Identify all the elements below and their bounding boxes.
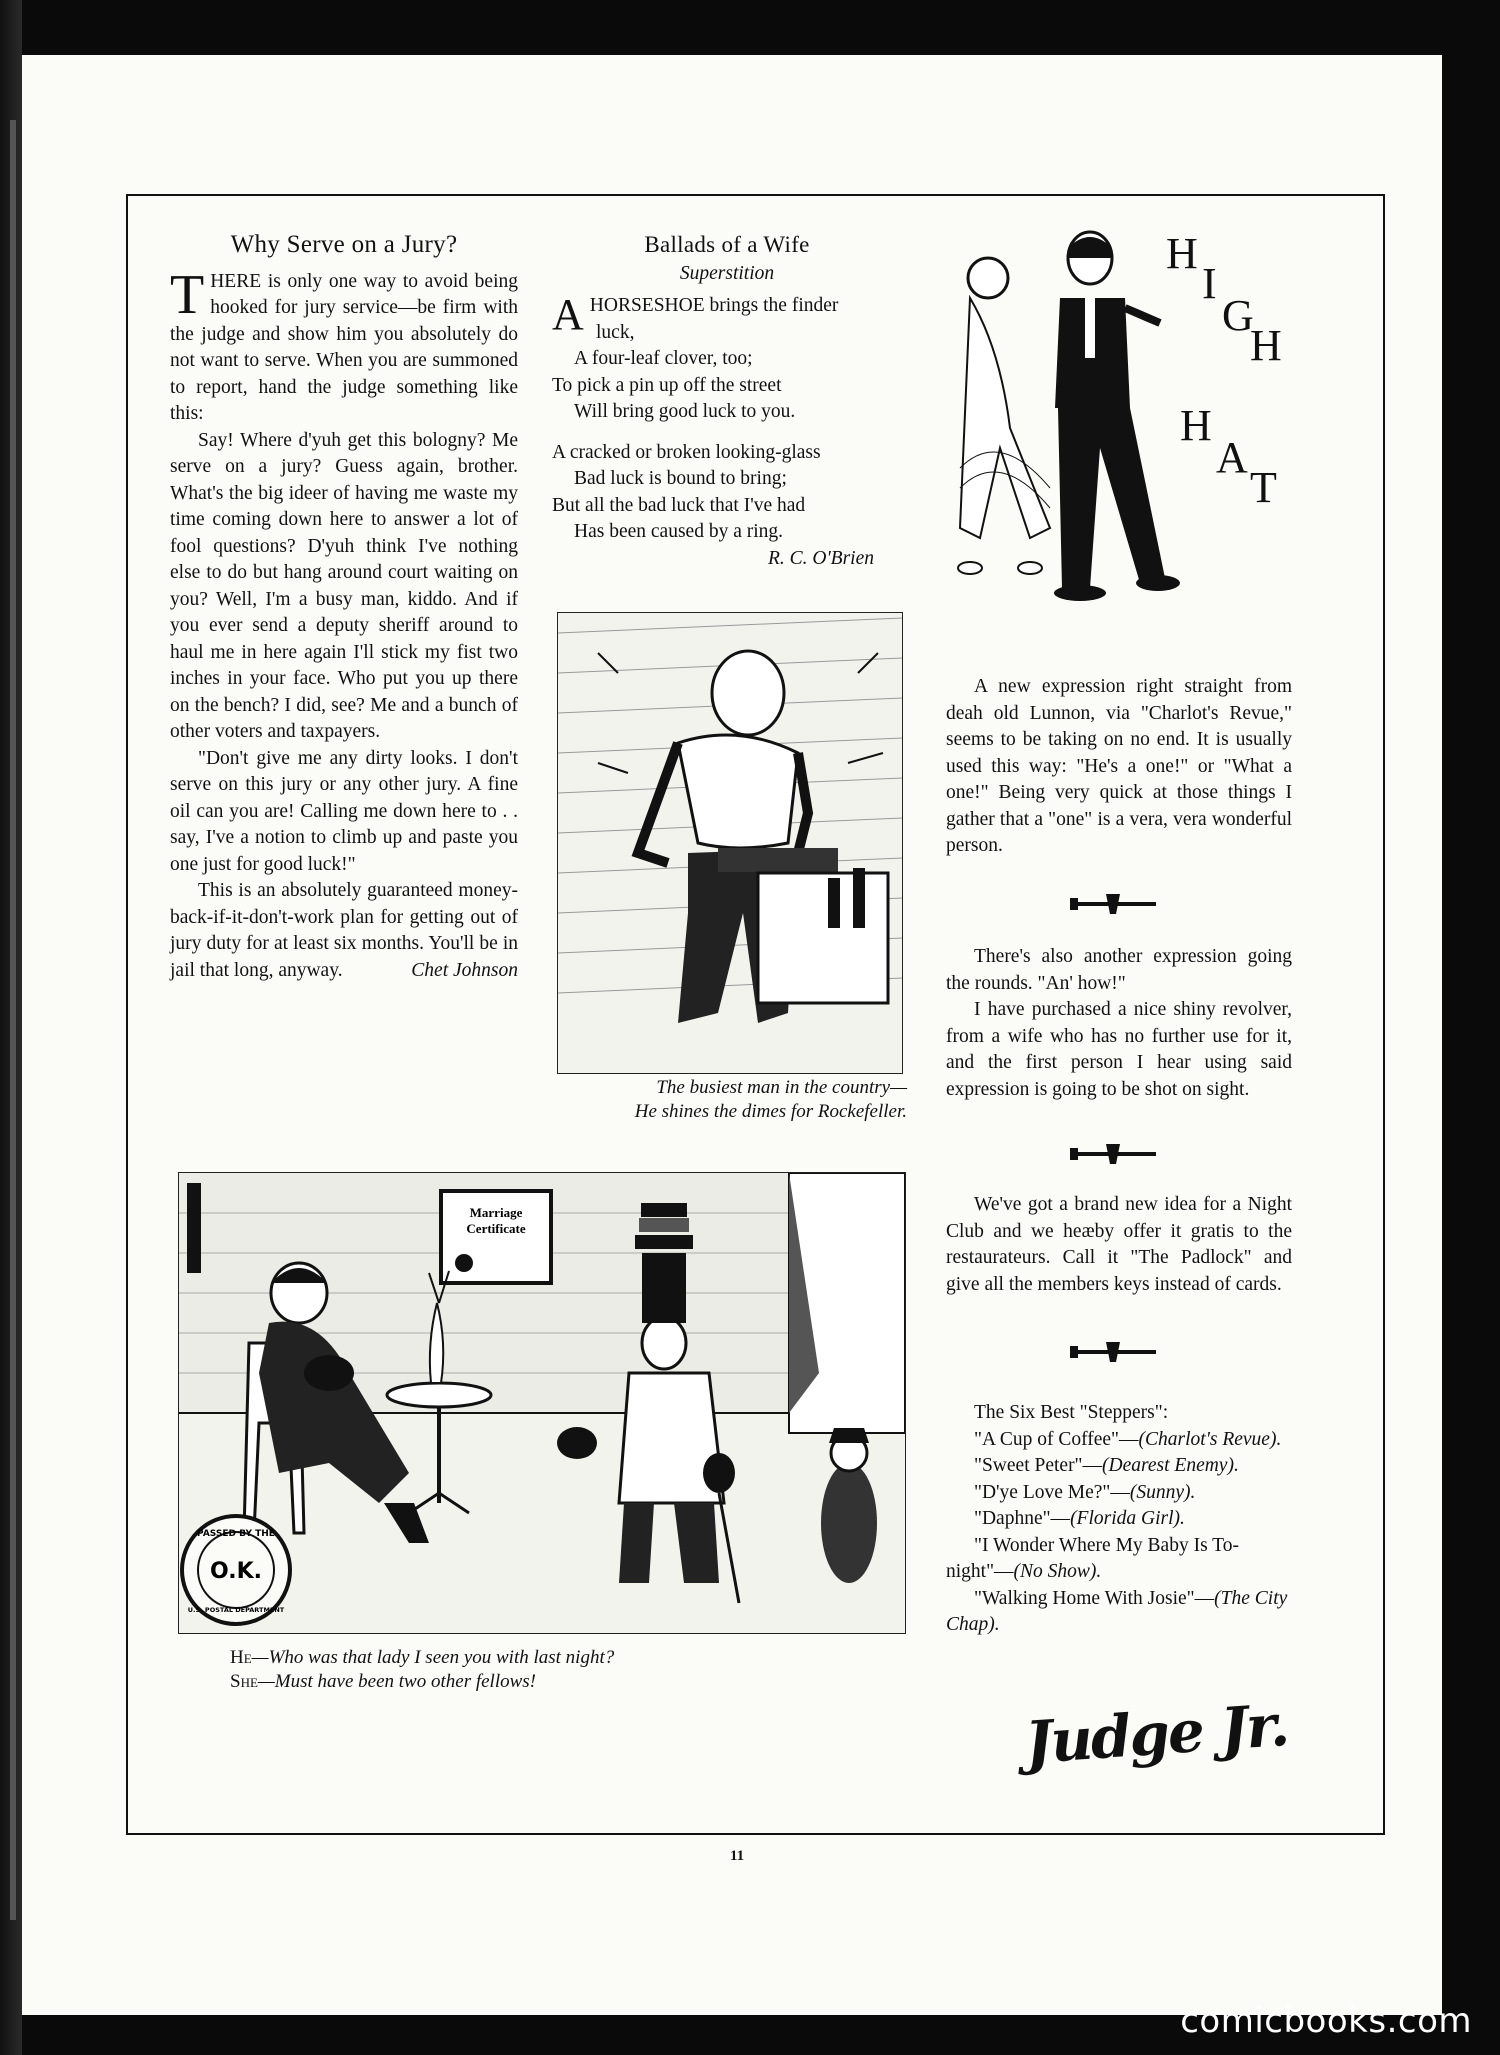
highhat-column <box>946 674 1292 860</box>
cartoon1-caption-line1: The busiest man in the country— <box>656 1077 907 1098</box>
jury-p4: This is an absolutely guaranteed money-back-if-it-don't-work plan for getting out of jury duty for at least six months. You'll be in jail that long, anyway. <box>170 880 518 981</box>
divider-ornament-2 <box>1068 1142 1158 1166</box>
ballads-title: Ballads of a Wife <box>644 232 810 257</box>
ballads-dropcap: A <box>552 290 584 339</box>
ballads-line-6: A cracked or broken looking-glass <box>552 441 821 463</box>
highhat-p4: We've got a brand new idea for a Night Club and we heæby offer it gratis to the restaurateurs. Call it "The Padlock" and give all the members keys instead of cards. <box>946 1194 1292 1295</box>
highhat-letter-t: T <box>1250 463 1277 512</box>
cartoon-dime-shiner <box>557 612 903 1074</box>
jury-author: Chet Johnson <box>411 959 518 981</box>
highhat-letter-g: G <box>1222 291 1254 340</box>
judge-jr-signature: Judge Jr. <box>1022 1690 1290 1778</box>
highhat-letter-h3: H <box>1180 401 1212 450</box>
he-label: He <box>230 1647 252 1668</box>
site-watermark: comicbooks.com <box>1180 2001 1472 2041</box>
stepper-item: "D'ye Love Me?"—(Sunny). <box>974 1481 1196 1503</box>
cartoon2-caption <box>230 1646 830 1694</box>
jury-dropcap: T <box>170 263 205 326</box>
ballads-line-1: brings the finder <box>709 295 839 316</box>
stamp-bottom-text: U.S. POSTAL DEPARTMENT <box>187 1606 285 1614</box>
highhat-p2: There's also another expression going the rounds. "An' how!" <box>946 946 1292 994</box>
highhat-p1: A new expression right straight from deah old Lunnon, via "Charlot's Revue," seems to be taking on no end. It is usually used this way: "He's a one!" or "What a one!" Being very quick at those things I gather that a "one" is a vera, vera wonderful person. <box>946 676 1292 856</box>
highhat-column-2 <box>946 944 1292 1103</box>
highhat-letter-h2: H <box>1250 321 1282 370</box>
divider-ornament-1 <box>1068 892 1158 916</box>
stepper-item: "I Wonder Where My Baby Is To-night"—(No Show). <box>946 1534 1239 1582</box>
ballads-author: R. C. O'Brien <box>768 547 874 569</box>
highhat-letter-h1: H <box>1166 229 1198 278</box>
scan-edge <box>0 0 22 2055</box>
she-label: She <box>230 1671 258 1692</box>
ballads-subtitle: Superstition <box>679 262 775 284</box>
ballads-line-5: Will bring good luck to you. <box>574 401 796 422</box>
he-line: —Who was that lady I seen you with last night? <box>251 1647 615 1668</box>
ballads-line-8: But all the bad luck that I've had <box>552 494 806 516</box>
stepper-item: "Daphne"—(Florida Girl). <box>974 1508 1185 1529</box>
cartoon1-caption-line2: He shines the dimes for Rockefeller. <box>634 1101 907 1122</box>
stepper-item: "Walking Home With Josie"—(The City Chap). <box>946 1587 1288 1635</box>
divider-ornament-3 <box>1068 1340 1158 1364</box>
highhat-column-3 <box>946 1192 1292 1298</box>
jury-p2: Say! Where d'yuh get this bologny? Me serve on a jury? Guess again, brother. What's the big ideer of having me waste my time coming down here to answer a lot of fool questions? D'yuh think I've nothing else to do but hang around court waiting on you? Well, I'm a busy man, kiddo. And if you ever send a deputy sheriff around to haul me in here again I'll stick my fist two inches in your face. Who put you up there on the bench? I did, see? Me and a bunch of other voters and taxpayers. <box>170 429 518 742</box>
certificate-line-1: Marriage <box>469 1205 523 1220</box>
jury-lead: HERE <box>210 270 262 292</box>
highhat-letter-a: A <box>1216 433 1248 482</box>
jury-article <box>170 232 518 984</box>
ballads-lead: HORSESHOE <box>589 295 705 316</box>
ballads-line-7: Bad luck is bound to bring; <box>574 468 787 489</box>
certificate-line-2: Certificate <box>466 1221 526 1236</box>
steppers-list <box>946 1400 1292 1639</box>
ballads-line-4: To pick a pin up off the street <box>552 374 782 396</box>
ballads-poem <box>552 232 902 572</box>
jury-title: Why Serve on a Jury? <box>230 231 458 258</box>
stepper-item: "A Cup of Coffee"—(Charlot's Revue). <box>974 1428 1282 1450</box>
ballads-line-9: Has been caused by a ring. <box>574 521 784 542</box>
ballads-line-3: A four-leaf clover, too; <box>574 348 753 369</box>
jury-p1: is only one way to avoid being hooked for jury service—be firm with the judge and show him you absolutely do not want to serve. When you are summoned to report, hand the judge something like this: <box>170 270 519 424</box>
stamp-top-text: PASSED BY THE <box>197 1529 275 1539</box>
page-number: 11 <box>730 1848 745 1864</box>
high-hat-illustration <box>940 228 1190 628</box>
highhat-p3: I have purchased a nice shiny revolver, from a wife who has no further use for it, and the first person I hear using said expression is going to be shot on sight. <box>946 999 1292 1100</box>
cartoon1-caption <box>557 1076 907 1124</box>
dancing-couple-drawing <box>940 228 1190 628</box>
stepper-item: "Sweet Peter"—(Dearest Enemy). <box>974 1455 1239 1476</box>
steppers-title: The Six Best "Steppers": <box>974 1402 1169 1423</box>
stamp-center-text: O.K. <box>210 1559 262 1584</box>
dime-shiner-drawing <box>558 613 902 1073</box>
ballads-line-2: luck, <box>596 321 635 343</box>
jury-p3: "Don't give me any dirty looks. I don't serve on this jury or any other jury. A fine oil can you are! Calling me down here to . . say, I've a notion to climb up and paste you one just for good luck!" <box>170 747 518 875</box>
postal-stamp <box>178 1512 294 1628</box>
highhat-letter-i: I <box>1202 259 1217 308</box>
she-line: —Must have been two other fellows! <box>257 1671 537 1692</box>
